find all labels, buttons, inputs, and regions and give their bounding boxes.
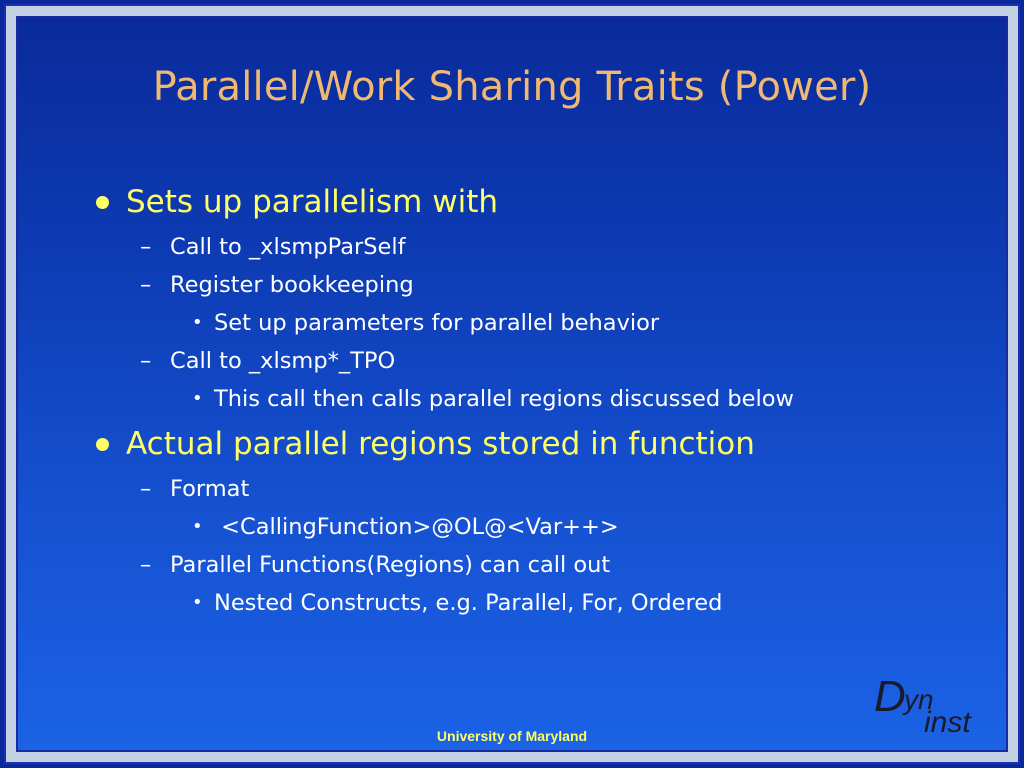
bullet-level1 [94, 176, 976, 228]
dash-marker: – [140, 476, 152, 502]
bullet-text: <CallingFunction>@OL@<Var++> [214, 514, 619, 540]
bullet-level2 [94, 266, 976, 304]
bullet-level2 [94, 228, 976, 266]
bullet-text: Call to _xlsmp*_TPO [170, 348, 396, 374]
bullet-level1 [94, 418, 976, 470]
bullet-dot-icon [96, 196, 109, 209]
slide-title: Parallel/Work Sharing Traits (Power) [152, 64, 872, 110]
bullet-dot-icon [96, 438, 109, 451]
logo-letter-d: D [874, 672, 906, 721]
footer-text: University of Maryland [436, 728, 588, 744]
bullet-level2 [94, 546, 976, 584]
dot-marker: • [192, 312, 203, 333]
bullet-level2 [94, 342, 976, 380]
dyninst-logo [866, 674, 986, 744]
bullet-text: Call to _xlsmpParSelf [170, 234, 406, 260]
dash-marker: – [140, 348, 152, 374]
dash-marker: – [140, 234, 152, 260]
bullet-text: Actual parallel regions stored in function [126, 426, 755, 462]
dot-marker: • [192, 516, 203, 537]
dot-marker: • [192, 592, 203, 613]
slide-content [94, 176, 976, 622]
logo-letters-inst: inst [924, 706, 971, 739]
dot-marker: • [192, 388, 203, 409]
bullet-text: Nested Constructs, e.g. Parallel, For, Ordered [214, 590, 723, 616]
bullet-level3 [94, 380, 976, 418]
bullet-text: Set up parameters for parallel behavior [214, 310, 660, 336]
bullet-text: Parallel Functions(Regions) can call out [170, 552, 611, 578]
bullet-level3 [94, 584, 976, 622]
bullet-level2 [94, 470, 976, 508]
bullet-text: Register bookkeeping [170, 272, 414, 298]
logo-letters-yn: yn [904, 684, 934, 715]
bullet-level3 [94, 508, 976, 546]
bullet-text: Format [170, 476, 250, 502]
bullet-text: Sets up parallelism with [126, 184, 498, 220]
bullet-text: This call then calls parallel regions discussed below [214, 386, 794, 412]
dash-marker: – [140, 272, 152, 298]
dash-marker: – [140, 552, 152, 578]
slide-panel [16, 16, 1008, 752]
slide-frame [4, 4, 1020, 764]
bullet-level3 [94, 304, 976, 342]
